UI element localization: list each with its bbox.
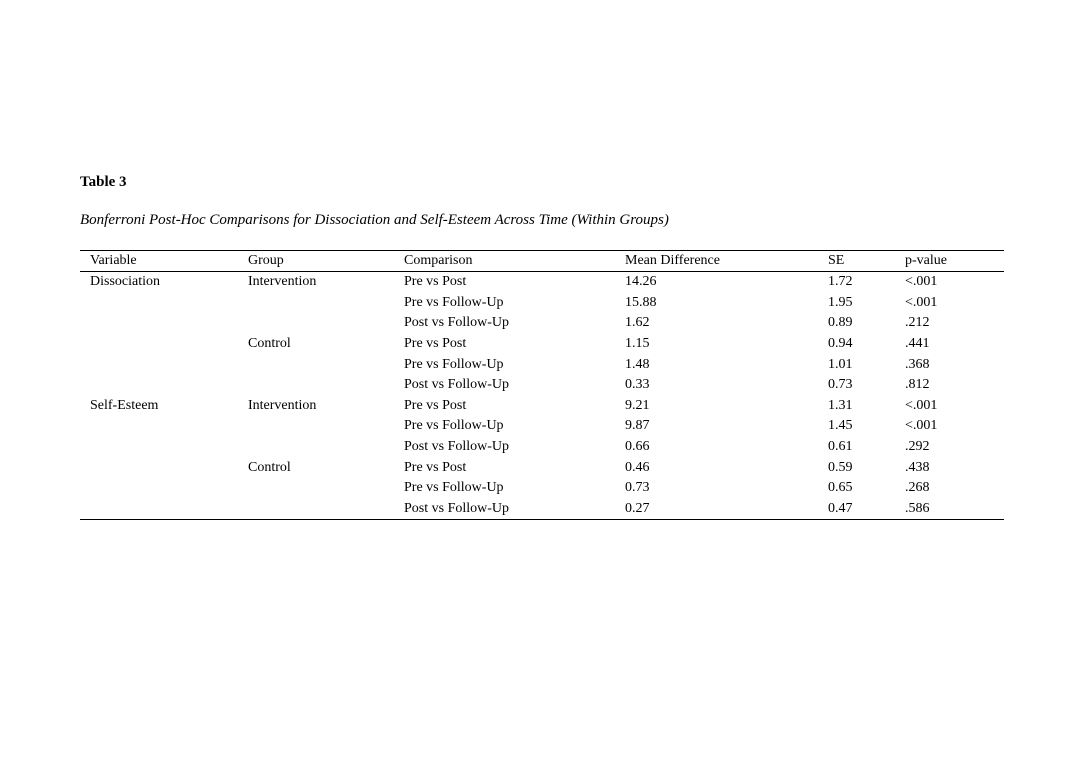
table-row bbox=[80, 313, 1004, 334]
cell-se: 0.61 bbox=[828, 439, 853, 455]
cell-mean-difference: 1.15 bbox=[625, 336, 650, 352]
cell-comparison: Post vs Follow-Up bbox=[404, 500, 510, 516]
cell-group bbox=[238, 354, 394, 375]
cell-mean-difference: 0.66 bbox=[625, 439, 650, 455]
cell-se: 1.72 bbox=[828, 274, 853, 290]
table-row bbox=[80, 478, 1004, 499]
cell-group bbox=[238, 478, 394, 499]
posthoc-table bbox=[80, 250, 1004, 520]
column-header-group: Group bbox=[238, 251, 394, 272]
cell-comparison: Pre vs Follow-Up bbox=[404, 418, 504, 434]
cell-group bbox=[238, 416, 394, 437]
cell-variable: Self-Esteem bbox=[90, 397, 159, 413]
cell-se: 1.31 bbox=[828, 397, 853, 413]
cell-comparison: Post vs Follow-Up bbox=[404, 315, 510, 331]
cell-variable bbox=[80, 375, 238, 396]
cell-variable bbox=[80, 354, 238, 375]
table-row bbox=[80, 396, 1004, 417]
cell-comparison: Pre vs Post bbox=[404, 336, 467, 352]
table-row bbox=[80, 272, 1004, 293]
table-row bbox=[80, 293, 1004, 314]
cell-variable: Dissociation bbox=[90, 274, 160, 290]
cell-mean-difference: 0.46 bbox=[625, 459, 650, 475]
table-body bbox=[80, 272, 1004, 520]
cell-variable bbox=[80, 457, 238, 478]
cell-comparison: Pre vs Follow-Up bbox=[404, 356, 504, 372]
column-header-mean-difference: Mean Difference bbox=[615, 251, 818, 272]
table-row bbox=[80, 354, 1004, 375]
cell-comparison: Post vs Follow-Up bbox=[404, 439, 510, 455]
cell-comparison: Pre vs Follow-Up bbox=[404, 480, 504, 496]
cell-group bbox=[238, 375, 394, 396]
cell-comparison: Post vs Follow-Up bbox=[404, 377, 510, 393]
cell-group: Control bbox=[248, 459, 291, 475]
cell-mean-difference: 15.88 bbox=[625, 294, 657, 310]
cell-p-value: <.001 bbox=[905, 274, 938, 290]
cell-se: 1.45 bbox=[828, 418, 853, 434]
cell-p-value: .268 bbox=[905, 480, 930, 496]
cell-se: 0.47 bbox=[828, 500, 853, 516]
cell-se: 0.65 bbox=[828, 480, 853, 496]
cell-mean-difference: 9.21 bbox=[625, 397, 650, 413]
cell-mean-difference: 9.87 bbox=[625, 418, 650, 434]
cell-variable bbox=[80, 478, 238, 499]
cell-group: Control bbox=[248, 336, 291, 352]
cell-group: Intervention bbox=[248, 397, 317, 413]
cell-variable bbox=[80, 499, 238, 520]
table-row bbox=[80, 499, 1004, 520]
cell-comparison: Pre vs Post bbox=[404, 274, 467, 290]
cell-mean-difference: 1.48 bbox=[625, 356, 650, 372]
table-header-row bbox=[80, 251, 1004, 272]
table-row bbox=[80, 457, 1004, 478]
cell-mean-difference: 1.62 bbox=[625, 315, 650, 331]
cell-comparison: Pre vs Post bbox=[404, 397, 467, 413]
cell-variable bbox=[80, 437, 238, 458]
cell-p-value: .441 bbox=[905, 336, 930, 352]
cell-p-value: <.001 bbox=[905, 397, 938, 413]
cell-se: 1.95 bbox=[828, 294, 853, 310]
cell-variable bbox=[80, 313, 238, 334]
column-header-comparison: Comparison bbox=[394, 251, 615, 272]
cell-p-value: .292 bbox=[905, 439, 930, 455]
cell-se: 1.01 bbox=[828, 356, 853, 372]
cell-variable bbox=[80, 416, 238, 437]
cell-p-value: .438 bbox=[905, 459, 930, 475]
cell-group bbox=[238, 499, 394, 520]
column-header-variable: Variable bbox=[80, 251, 238, 272]
cell-variable bbox=[80, 293, 238, 314]
cell-group bbox=[238, 293, 394, 314]
cell-p-value: .586 bbox=[905, 500, 930, 516]
cell-p-value: .212 bbox=[905, 315, 930, 331]
cell-p-value: <.001 bbox=[905, 418, 938, 434]
table-row bbox=[80, 437, 1004, 458]
cell-mean-difference: 0.33 bbox=[625, 377, 650, 393]
cell-comparison: Pre vs Post bbox=[404, 459, 467, 475]
table-row bbox=[80, 416, 1004, 437]
table-row bbox=[80, 375, 1004, 396]
cell-p-value: .812 bbox=[905, 377, 930, 393]
cell-se: 0.94 bbox=[828, 336, 853, 352]
column-header-p-value: p-value bbox=[895, 251, 1004, 272]
cell-mean-difference: 0.73 bbox=[625, 480, 650, 496]
cell-group: Intervention bbox=[248, 274, 317, 290]
cell-group bbox=[238, 437, 394, 458]
cell-se: 0.73 bbox=[828, 377, 853, 393]
cell-p-value: .368 bbox=[905, 356, 930, 372]
cell-group bbox=[238, 313, 394, 334]
cell-p-value: <.001 bbox=[905, 294, 938, 310]
cell-mean-difference: 14.26 bbox=[625, 274, 657, 290]
cell-se: 0.59 bbox=[828, 459, 853, 475]
cell-mean-difference: 0.27 bbox=[625, 500, 650, 516]
table-caption: Bonferroni Post-Hoc Comparisons for Dissociation and Self-Esteem Across Time (Within Groups) bbox=[80, 212, 669, 228]
column-header-se: SE bbox=[818, 251, 895, 272]
cell-comparison: Pre vs Follow-Up bbox=[404, 294, 504, 310]
cell-se: 0.89 bbox=[828, 315, 853, 331]
table-row bbox=[80, 334, 1004, 355]
table-label: Table 3 bbox=[80, 174, 127, 190]
cell-variable bbox=[80, 334, 238, 355]
